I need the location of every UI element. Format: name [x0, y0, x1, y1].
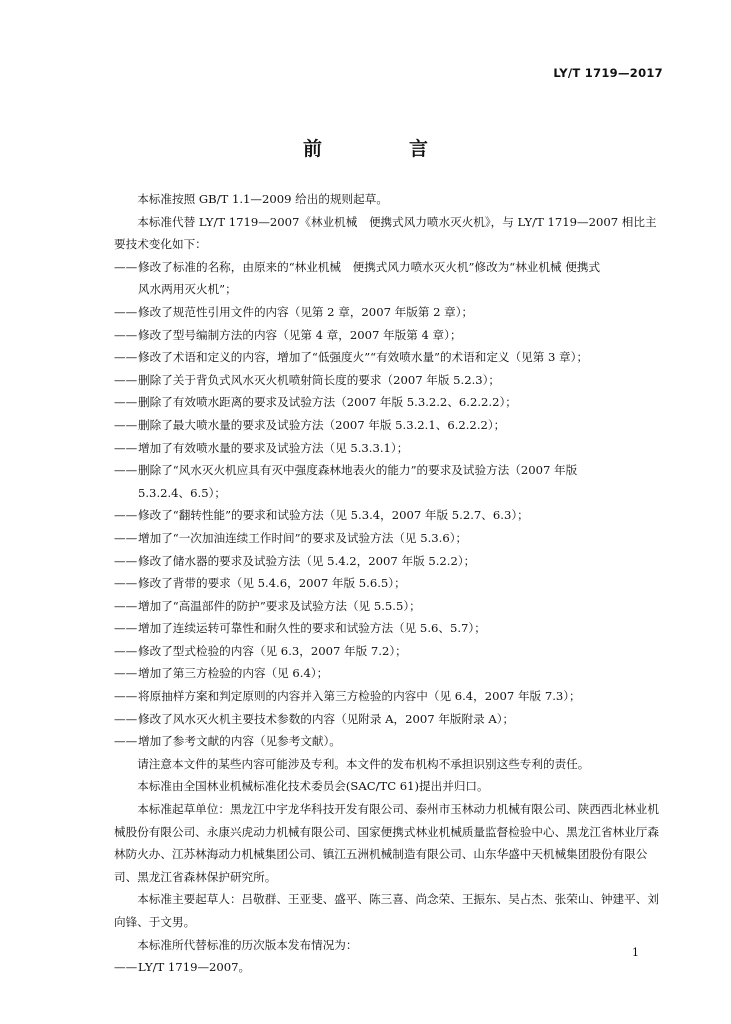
document-body	[114, 188, 664, 979]
list-item: ——增加了第三方检验的内容（见 6.4）；	[114, 666, 329, 681]
changes-list	[114, 256, 664, 753]
list-item: ——修改了术语和定义的内容，增加了“低强度火”“有效喷水量”的术语和定义（见第 3 章）；	[114, 350, 589, 365]
list-item: ——增加了“一次加油连续工作时间”的要求及试验方法（见 5.3.6）；	[114, 530, 468, 545]
page-number: 1	[632, 946, 639, 959]
list-item: ——删除了有效喷水距离的要求及试验方法（2007 年版 5.3.2.2、6.2.2.2）；	[114, 395, 517, 410]
paragraph-replacement: 本标准代替 LY/T 1719—2007《林业机械 便携式风力喷水灭火机》，与 LY/T 1719—2007 相比主要技术变化如下：	[114, 214, 657, 252]
paragraph-drafting-units: 本标准起草单位：黑龙江中宇龙华科技开发有限公司、泰州市玉林动力机械有限公司、陕西西北林业机械股份有限公司、永康兴虎动力机械有限公司、国家便携式林业机械质量监督检验中心、黑龙江省林业厅森林防火办、江苏林海动力机械集团公司、镇江五洲机械制造有限公司、山东华盛中天机械集团股份有限公司、黑龙江省森林保护研究所。	[114, 802, 659, 884]
list-item: ——修改了型号编制方法的内容（见第 4 章，2007 年版第 4 章）；	[114, 327, 462, 342]
list-item-continuation: 5.3.2.4、6.5）；	[138, 485, 226, 500]
list-item: ——将原抽样方案和判定原则的内容并入第三方检验的内容中（见 6.4，2007 年版 7.3）；	[114, 689, 581, 704]
list-item: ——修改了背带的要求（见 5.4.6，2007 年版 5.6.5）；	[114, 576, 406, 591]
list-item: ——修改了风水灭火机主要技术参数的内容（见附录 A，2007 年版附录 A）；	[114, 711, 515, 726]
list-item: ——增加了参考文献的内容（见参考文献）。	[114, 734, 341, 749]
paragraph-patent-notice: 请注意本文件的某些内容可能涉及专利。本文件的发布机构不承担识别这些专利的责任。	[137, 756, 590, 771]
paragraph-drafters: 本标准主要起草人：吕敬群、王亚斐、盛平、陈三喜、尚念荣、王振东、吴占杰、张荣山、钟建平、刘向锋、于文男。	[114, 892, 659, 929]
history-item: ——LY/T 1719—2007。	[114, 960, 251, 975]
list-item: ——增加了有效喷水量的要求及试验方法（见 5.3.3.1）；	[114, 440, 409, 455]
list-item: ——修改了型式检验的内容（见 6.3，2007 年版 7.2）；	[114, 643, 407, 658]
list-item-continuation: 风水两用灭火机”；	[138, 282, 237, 297]
page-title: 前 言	[302, 138, 462, 160]
list-item: ——删除了最大喷水量的要求及试验方法（2007 年版 5.3.2.1、6.2.2.2）；	[114, 417, 506, 432]
paragraph-drafting-rule: 本标准按照 GB/T 1.1—2009 给出的规则起草。	[137, 192, 388, 206]
paragraph-proposer: 本标准由全国林业机械标准化技术委员会(SAC/TC 61)提出并归口。	[137, 779, 489, 794]
standard-code: LY/T 1719—2017	[553, 66, 663, 80]
paragraph-history: 本标准所代替标准的历次版本发布情况为：	[137, 937, 358, 952]
list-item: ——修改了标准的名称，由原来的“林业机械 便携式风力喷水灭火机”修改为“林业机械 便携式	[114, 259, 601, 274]
list-item: ——修改了“翻转性能”的要求和试验方法（见 5.3.4，2007 年版 5.2.7、6.3）；	[114, 508, 529, 523]
list-item: ——修改了规范性引用文件的内容（见第 2 章，2007 年版第 2 章）；	[114, 304, 474, 319]
list-item: ——删除了关于背负式风水灭火机喷射筒长度的要求（2007 年版 5.2.3）；	[114, 372, 501, 387]
list-item: ——修改了储水器的要求及试验方法（见 5.4.2，2007 年版 5.2.2）；	[114, 553, 476, 568]
list-item: ——增加了连续运转可靠性和耐久性的要求和试验方法（见 5.6、5.7）；	[114, 621, 486, 636]
list-item: ——增加了“高温部件的防护”要求及试验方法（见 5.5.5）；	[114, 598, 421, 613]
list-item: ——删除了“风水灭火机应具有灭中强度森林地表火的能力”的要求及试验方法（2007 年版	[114, 463, 578, 478]
